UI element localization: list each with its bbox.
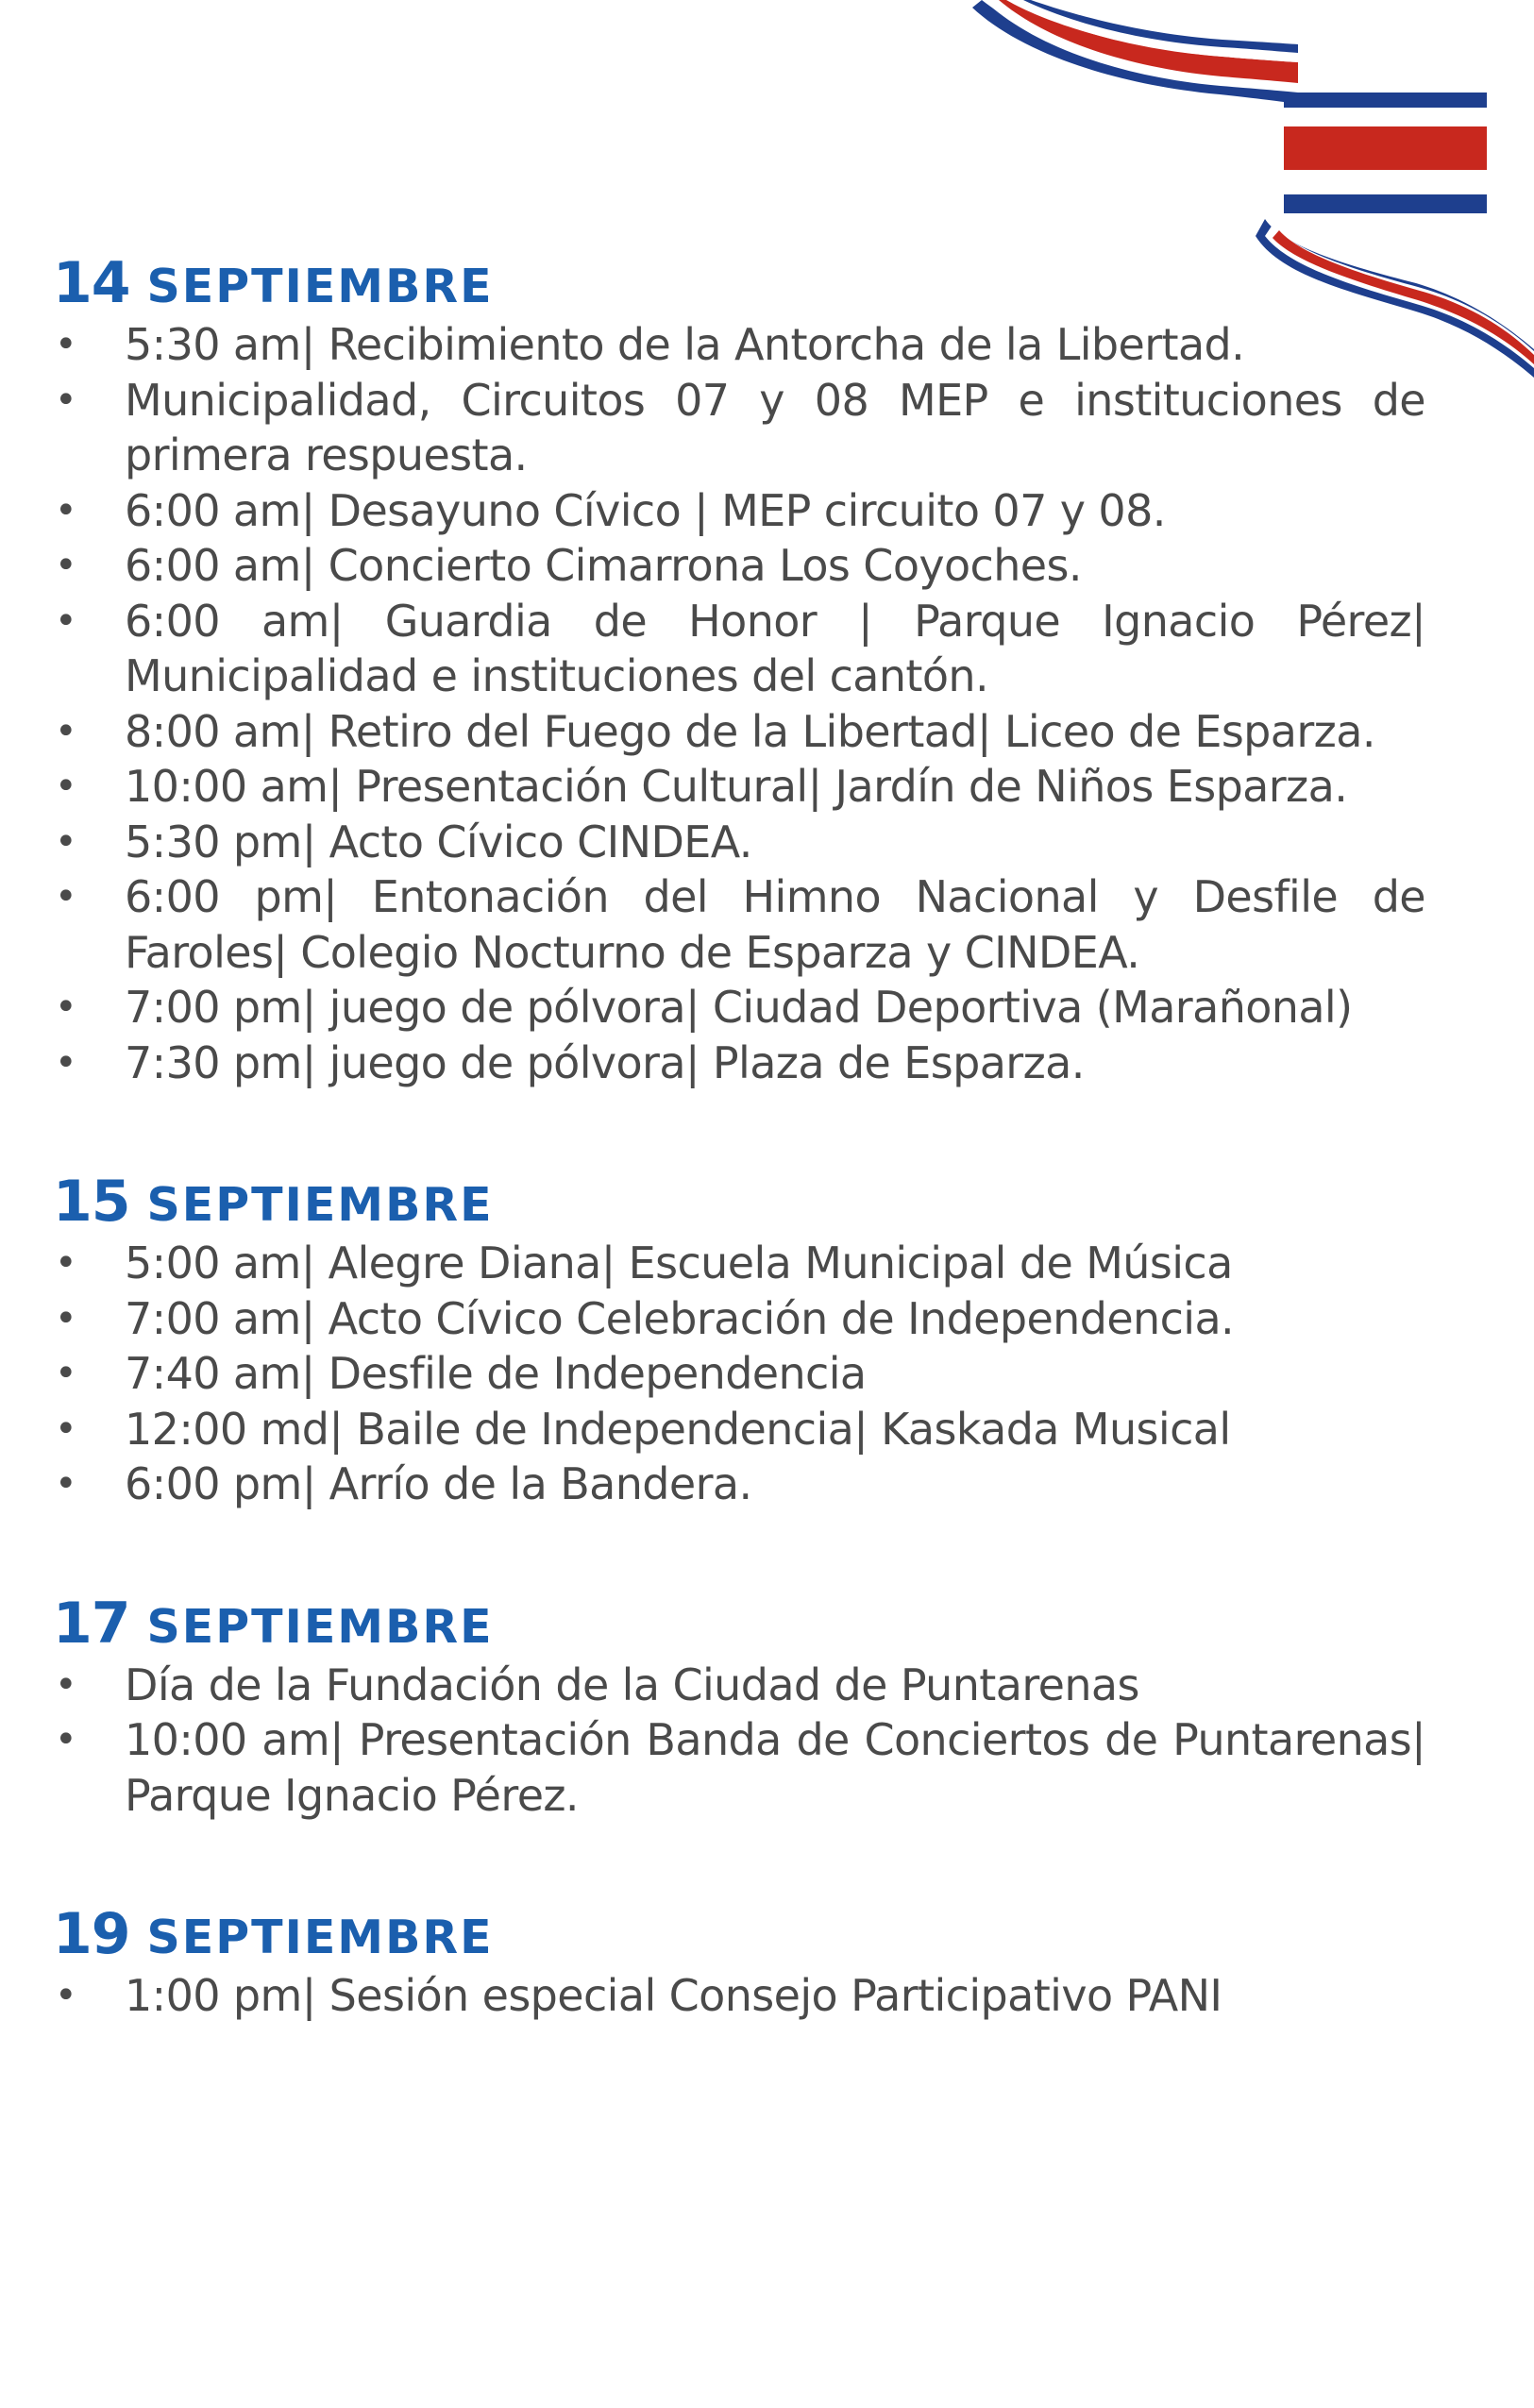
bullet-icon: • <box>55 488 76 532</box>
bullet-icon: • <box>55 378 76 422</box>
event-text: 6:00 pm| Arrío de la Bandera. <box>125 1458 752 1509</box>
event-list <box>53 317 1425 1090</box>
list-item <box>53 1712 1425 1823</box>
bullet-icon: • <box>55 1462 76 1506</box>
bullet-icon: • <box>55 1406 76 1451</box>
event-text: 7:00 pm| juego de pólvora| Ciudad Deportiva (Marañonal) <box>125 982 1353 1033</box>
day-section <box>53 1169 1425 1512</box>
month-label: SEPTIEMBRE <box>146 1178 494 1232</box>
event-text: 6:00 pm| Entonación del Himno Nacional y Desfile de Faroles| Colegio Nocturno de Esparza y CINDEA. <box>125 871 1425 978</box>
day-number: 15 <box>53 1169 130 1235</box>
event-text: 10:00 am| Presentación Banda de Conciertos de Puntarenas| Parque Ignacio Pérez. <box>125 1714 1425 1821</box>
event-text: 7:00 am| Acto Cívico Celebración de Independencia. <box>125 1292 1235 1344</box>
bullet-icon: • <box>55 598 76 643</box>
list-item <box>53 483 1425 539</box>
section-heading <box>53 250 1425 316</box>
bullet-icon: • <box>55 1352 76 1395</box>
event-text: 6:00 am| Guardia de Honor | Parque Ignacio Pérez| Municipalidad e instituciones del cantón. <box>125 595 1425 701</box>
bullet-icon: • <box>55 1974 76 2017</box>
list-item <box>53 759 1425 815</box>
event-text: 1:00 pm| Sesión especial Consejo Participativo PANI <box>125 1970 1222 2021</box>
event-list <box>53 1658 1425 1824</box>
list-item <box>53 1236 1425 1291</box>
event-text: 7:40 am| Desfile de Independencia <box>125 1348 867 1399</box>
bullet-icon: • <box>55 1296 76 1340</box>
list-item <box>53 1402 1425 1457</box>
list-item <box>53 704 1425 760</box>
event-text: 6:00 am| Concierto Cimarrona Los Coyoches. <box>125 540 1082 591</box>
bullet-icon: • <box>55 875 76 918</box>
day-number: 17 <box>53 1590 130 1657</box>
event-list <box>53 1968 1425 2024</box>
list-item <box>53 1658 1425 1713</box>
list-item <box>53 538 1425 594</box>
list-item <box>53 815 1425 870</box>
event-text: 8:00 am| Retiro del Fuego de la Libertad| Liceo de Esparza. <box>125 705 1375 757</box>
bullet-icon: • <box>55 1718 76 1761</box>
bullet-icon: • <box>55 1662 76 1707</box>
section-heading <box>53 1590 1425 1657</box>
event-text: 5:00 am| Alegre Diana| Escuela Municipal de Música <box>125 1238 1233 1288</box>
bullet-icon: • <box>55 1040 76 1085</box>
event-text: 12:00 md| Baile de Independencia| Kaskada Musical <box>125 1403 1231 1455</box>
event-text: Municipalidad, Circuitos 07 y 08 MEP e instituciones de primera respuesta. <box>125 374 1425 480</box>
event-list <box>53 1236 1425 1512</box>
bullet-icon: • <box>55 1241 76 1285</box>
day-section <box>53 250 1425 1090</box>
list-item <box>53 1291 1425 1347</box>
bullet-icon: • <box>55 709 76 753</box>
list-item <box>53 1968 1425 2024</box>
bullet-icon: • <box>55 323 76 366</box>
list-item <box>53 869 1425 980</box>
bullet-icon: • <box>55 544 76 587</box>
list-item <box>53 594 1425 704</box>
month-label: SEPTIEMBRE <box>146 1599 494 1654</box>
bullet-icon: • <box>55 985 76 1029</box>
bullet-icon: • <box>55 765 76 808</box>
day-section <box>53 1590 1425 1824</box>
list-item <box>53 373 1425 483</box>
day-number: 14 <box>53 250 130 316</box>
list-item <box>53 1457 1425 1512</box>
section-heading <box>53 1169 1425 1235</box>
day-section <box>53 1901 1425 2024</box>
section-heading <box>53 1901 1425 1967</box>
bullet-icon: • <box>55 819 76 864</box>
event-text: Día de la Fundación de la Ciudad de Puntarenas <box>125 1659 1139 1710</box>
event-text: 6:00 am| Desayuno Cívico | MEP circuito 07 y 08. <box>125 484 1166 536</box>
list-item <box>53 980 1425 1036</box>
month-label: SEPTIEMBRE <box>146 260 494 313</box>
list-item <box>53 1036 1425 1091</box>
month-label: SEPTIEMBRE <box>146 1911 494 1964</box>
event-text: 5:30 am| Recibimiento de la Antorcha de la Libertad. <box>125 319 1245 370</box>
list-item <box>53 1346 1425 1402</box>
schedule <box>53 250 1425 2107</box>
event-text: 5:30 pm| Acto Cívico CINDEA. <box>125 816 752 867</box>
event-text: 7:30 pm| juego de pólvora| Plaza de Esparza. <box>125 1036 1085 1088</box>
day-number: 19 <box>53 1901 130 1967</box>
event-text: 10:00 am| Presentación Cultural| Jardín de Niños Esparza. <box>125 761 1348 812</box>
list-item <box>53 317 1425 373</box>
